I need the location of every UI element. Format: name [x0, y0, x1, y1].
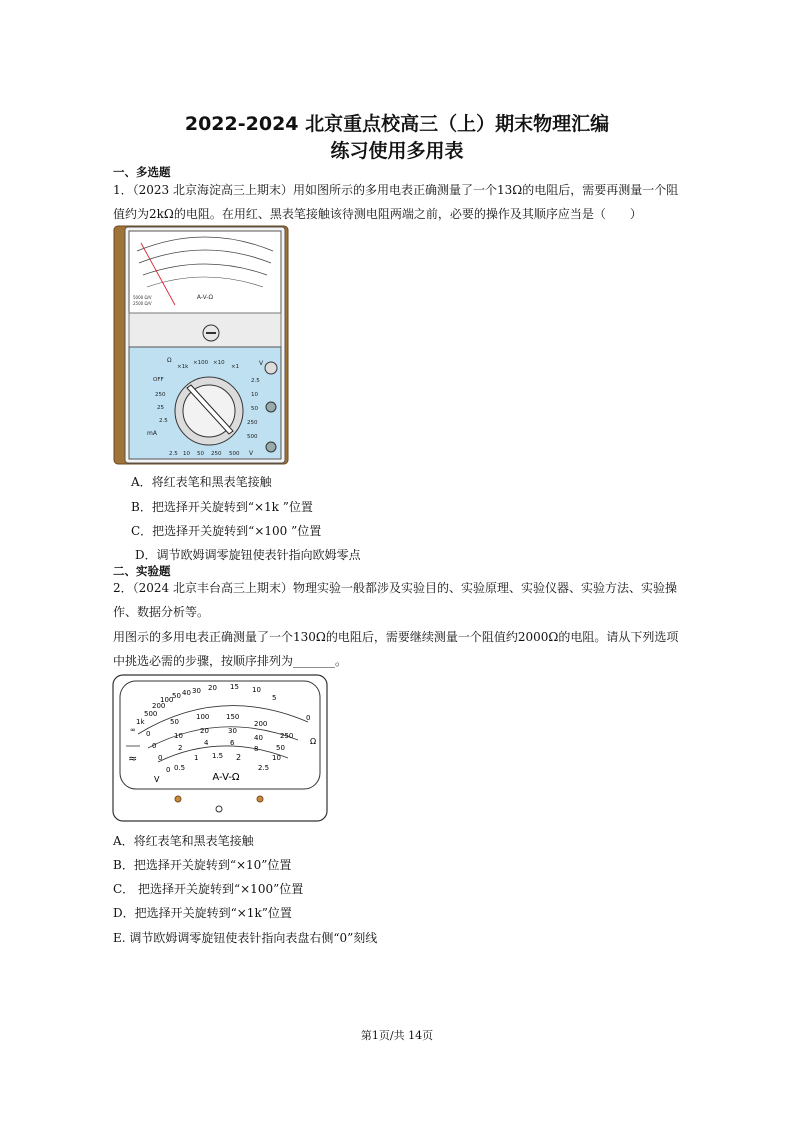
meter1-ma25-label: 25 [157, 405, 164, 411]
meter2-ohm-20: 20 [208, 684, 217, 692]
section-heading-experiment: 二、实验题 [113, 564, 171, 578]
meter1-dcv-250-label: 250 [247, 420, 258, 426]
meter2-dc-250: 250 [280, 732, 294, 740]
meter2-dc3-8: 8 [254, 745, 259, 753]
meter2-dc2-40: 40 [254, 734, 263, 742]
q2-text-line-4: 中挑选必需的步骤，按顺序排列为_______。 [113, 654, 348, 668]
meter2-ohm-30: 30 [192, 687, 201, 695]
meter2-omega-symbol: Ω [310, 737, 317, 746]
meter2-ac-2-5: 2.5 [258, 764, 270, 772]
meter2-dc3-10: 10 [272, 754, 281, 762]
document-subtitle: 练习使用多用表 [330, 140, 464, 162]
meter1-corner-label-1: 5000 Ω/V [133, 295, 152, 300]
meter2-ac-1-5: 1.5 [212, 752, 224, 760]
meter2-ac-2: 2 [236, 753, 242, 762]
meter1-x1k-label: ×1k [177, 364, 189, 370]
q2-text-line-2: 作、数据分析等。 [113, 605, 210, 619]
meter1-x100-label: ×100 [193, 360, 209, 366]
meter1-acv-v-label: V [249, 450, 254, 457]
meter2-v-symbol: V [154, 775, 160, 784]
section-heading-multiple-choice: 一、多选题 [113, 165, 171, 179]
meter1-ma250-label: 250 [155, 392, 166, 398]
meter2-ac-0-5: 0.5 [174, 764, 186, 772]
meter2-scale-label: A-V-Ω [212, 772, 240, 783]
meter2-ohm-200: 200 [152, 702, 166, 710]
meter2-ohm-10: 10 [252, 686, 261, 694]
page-number: 第1页/共 14页 [360, 1029, 434, 1042]
meter2-dc-200: 200 [254, 720, 268, 728]
q2-text-line-1: 2．（2024 北京丰台高三上期末）物理实验一般都涉及实验目的、实验原理、实验仪器、实验方法、实验操 [113, 581, 677, 595]
meter2-ac-symbol: ≈ [128, 752, 138, 765]
q2-option-d: D．把选择开关旋转到“×1k”位置 [113, 906, 292, 920]
meter1-acv-2-5-label: 2.5 [169, 451, 178, 457]
meter2-dc3-0: 0 [158, 754, 163, 762]
q2-option-e: E. 调节欧姆调零旋钮使表针指向表盘右侧“0”刻线 [113, 931, 378, 945]
meter2-ohm-inf: ∞ [130, 726, 136, 734]
meter2-ohm-5: 5 [272, 694, 277, 702]
meter1-dcv-2-5-label: 2.5 [251, 378, 260, 384]
meter2-dc2-30: 30 [228, 727, 237, 735]
meter2-dc2-10: 10 [174, 732, 183, 740]
meter2-dc2-20: 20 [200, 727, 209, 735]
meter1-scale-label: A-V-Ω [196, 294, 214, 301]
meter2-ohm-100: 100 [160, 696, 174, 704]
meter2-dc3-4: 4 [204, 739, 209, 747]
document-title: 2022-2024 北京重点校高三（上）期末物理汇编 [184, 113, 610, 135]
meter2-dc2-50: 50 [276, 744, 285, 752]
q2-option-b: B．把选择开关旋转到“×10”位置 [113, 858, 292, 872]
meter2-dc-0: 0 [146, 730, 151, 738]
q1-text-line-1: 1．（2023 北京海淀高三上期末）用如图所示的多用电表正确测量了一个13Ω的电阻后，需要再测量一个阻 [113, 183, 679, 197]
meter2-dc-150: 150 [226, 713, 240, 721]
meter1-omega-label: Ω [167, 357, 172, 364]
meter2-ohm-0: 0 [306, 714, 311, 722]
meter2-dc-50: 50 [170, 718, 179, 726]
meter2-dc3-2: 2 [178, 744, 183, 752]
q1-option-a: A．将红表笔和黑表笔接触 [131, 475, 272, 489]
meter1-off-label: OFF [153, 377, 164, 383]
meter1-x1-label: ×1 [231, 364, 240, 370]
meter1-corner-label-2: 2500 Ω/V [133, 301, 152, 306]
q2-option-c: C． 把选择开关旋转到“×100”位置 [113, 882, 304, 896]
meter1-ma-label: mA [147, 430, 157, 437]
q1-option-c: C．把选择开关旋转到“×100 ”位置 [131, 524, 322, 538]
q1-option-b: B．把选择开关旋转到“×1k ”位置 [131, 500, 313, 514]
meter1-acv-10-label: 10 [183, 451, 190, 457]
q1-text-line-2: 值约为2kΩ的电阻。在用红、黑表笔接触该待测电阻两端之前，必要的操作及其顺序应当是（ ） [113, 207, 642, 221]
q1-option-d: D．调节欧姆调零旋钮使表针指向欧姆零点 [135, 548, 361, 562]
meter-dial-figure-2 [112, 674, 328, 822]
meter1-dcv-500-label: 500 [247, 434, 258, 440]
meter2-ohm-40: 40 [182, 689, 191, 697]
meter1-dcv-50-label: 50 [251, 406, 258, 412]
meter2-dc-100: 100 [196, 713, 210, 721]
multimeter-figure-1 [113, 225, 289, 465]
meter1-dcv-v-label: V [259, 360, 264, 367]
meter1-acv-250-label: 250 [211, 451, 222, 457]
meter1-ma2-5-label: 2.5 [159, 418, 168, 424]
meter2-ohm-15: 15 [230, 683, 239, 691]
meter2-ac-0: 0 [166, 766, 171, 774]
meter1-dcv-10-label: 10 [251, 392, 258, 398]
meter2-ohm-50: 50 [172, 692, 181, 700]
q2-text-line-3: 用图示的多用电表正确测量了一个130Ω的电阻后，需要继续测量一个阻值约2000Ω的电阻。请从下列选项 [113, 630, 679, 644]
meter2-dc2-0: 0 [152, 742, 157, 750]
meter1-acv-50-label: 50 [197, 451, 204, 457]
meter2-ohm-500: 500 [144, 710, 158, 718]
meter1-x10-label: ×10 [213, 360, 225, 366]
meter1-acv-500-label: 500 [229, 451, 240, 457]
q2-option-a: A．将红表笔和黑表笔接触 [113, 834, 254, 848]
meter2-dc3-6: 6 [230, 739, 235, 747]
meter2-ohm-1k: 1k [136, 718, 145, 726]
meter2-ac-1: 1 [194, 754, 199, 762]
